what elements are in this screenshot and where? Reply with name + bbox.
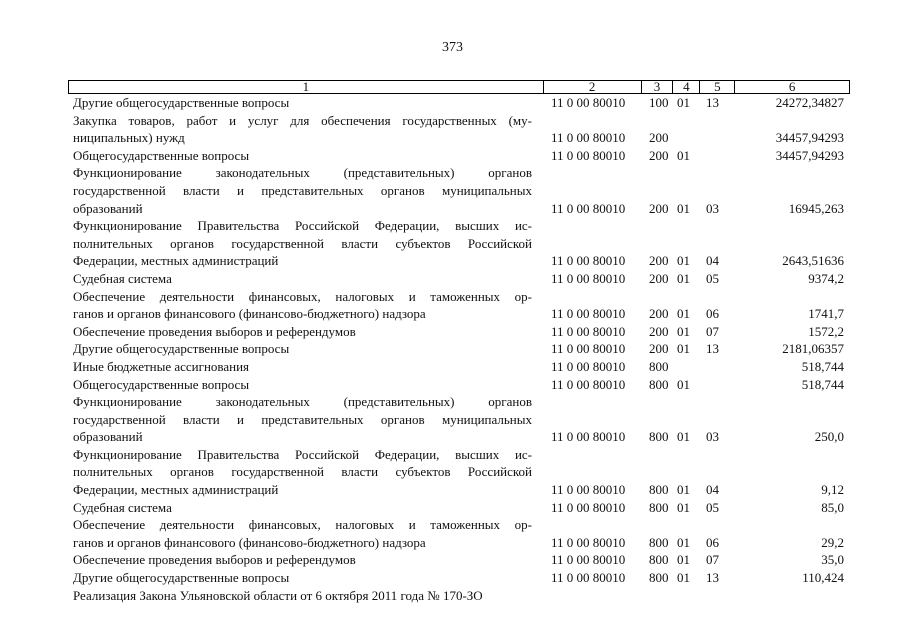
expense-type-code: 800	[649, 482, 669, 498]
table-body	[68, 94, 850, 604]
section-code: 01	[677, 270, 690, 286]
subsection-code: 06	[706, 534, 719, 550]
amount: 1572,2	[808, 323, 844, 339]
expense-type-code: 200	[649, 270, 669, 286]
subsection-code: 03	[706, 429, 719, 445]
section-code: 01	[677, 147, 690, 163]
header-col-6: 6	[788, 79, 796, 94]
expense-type-code: 800	[649, 552, 669, 568]
target-article-code: 11 0 00 80010	[551, 358, 626, 374]
row-name-line: Функционирование Правительства Российской Федерации, высших ис-	[73, 218, 532, 234]
row-name	[68, 217, 544, 270]
section-code: 01	[677, 95, 690, 110]
table-header	[68, 80, 850, 94]
amount: 2643,51636	[782, 253, 844, 269]
target-article-code: 11 0 00 80010	[551, 147, 626, 163]
table-row	[68, 358, 850, 376]
target-article-code: 11 0 00 80010	[551, 499, 626, 515]
header-col-2: 2	[544, 81, 642, 93]
expense-type-code: 200	[649, 253, 669, 269]
row-name-line: ганов и органов финансового (финансово-бюджетного) надзора	[73, 534, 426, 550]
section-code: 01	[677, 552, 690, 568]
amount: 9374,2	[808, 270, 844, 286]
row-name	[68, 164, 544, 217]
row-name	[68, 112, 544, 147]
amount: 29,2	[821, 534, 844, 550]
row-name	[68, 94, 544, 112]
amount: 518,744	[801, 376, 844, 392]
section-code: 01	[677, 200, 690, 216]
section-code	[674, 358, 701, 376]
row-name-line: Функционирование законодательных (представительных) органов	[73, 394, 532, 410]
target-article-code: 11 0 00 80010	[551, 323, 626, 339]
expense-type-code: 800	[649, 376, 669, 392]
amount: 34457,94293	[775, 147, 844, 163]
subsection-code: 03	[706, 200, 719, 216]
amount: 16945,263	[788, 200, 844, 216]
header-col-3: 3	[642, 81, 674, 93]
row-name-line: Другие общегосударственные вопросы	[73, 341, 290, 357]
row-name-line: Другие общегосударственные вопросы	[73, 95, 290, 110]
row-name	[68, 393, 544, 446]
table-row	[68, 376, 850, 394]
subsection-code	[701, 129, 736, 147]
expense-type-code: 100	[649, 95, 669, 110]
section-code: 01	[677, 253, 690, 269]
table-row	[68, 340, 850, 358]
subsection-code: 05	[706, 270, 719, 286]
amount: 2181,06357	[782, 341, 844, 357]
row-name	[68, 376, 544, 394]
section-code: 01	[677, 323, 690, 339]
expense-type-code: 200	[649, 323, 669, 339]
table-row	[68, 288, 850, 323]
row-name-line: ганов и органов финансового (финансово-бюджетного) надзора	[73, 306, 426, 322]
subsection-code: 04	[706, 482, 719, 498]
section-code: 01	[677, 429, 690, 445]
expense-type-code: 800	[649, 499, 669, 515]
row-name-line: образований	[73, 429, 143, 445]
row-name-line: Другие общегосударственные вопросы	[73, 570, 290, 586]
section-code: 01	[677, 482, 690, 498]
row-name	[68, 340, 544, 358]
subsection-code: 06	[706, 306, 719, 322]
expense-type-code: 800	[649, 570, 669, 586]
target-article-code: 11 0 00 80010	[551, 270, 626, 286]
row-name-line: Обеспечение деятельности финансовых, налоговых и таможенных ор-	[73, 288, 532, 304]
row-name-line: Федерации, местных администраций	[73, 482, 279, 498]
row-name-line: полнительных органов государственной власти субъектов Российской	[73, 464, 532, 480]
row-name-line: Федерации, местных администраций	[73, 253, 279, 269]
table-row	[68, 516, 850, 551]
section-code: 01	[677, 499, 690, 515]
row-name-line: Обеспечение проведения выборов и референдумов	[73, 552, 356, 568]
row-name-line: Общегосударственные вопросы	[73, 376, 250, 392]
expense-type-code: 200	[649, 130, 669, 146]
row-name	[68, 270, 544, 288]
table-row	[68, 587, 850, 605]
row-name-line: Обеспечение проведения выборов и референдумов	[73, 323, 356, 339]
row-name	[68, 569, 544, 587]
expense-type-code: 800	[649, 358, 669, 374]
header-col-1: 1	[69, 81, 544, 93]
row-name-line: Общегосударственные вопросы	[73, 147, 250, 163]
row-name	[68, 147, 544, 165]
row-name-line: Реализация Закона Ульяновской области от 6 октября 2011 года № 170-ЗО	[73, 587, 483, 603]
amount: 110,424	[802, 570, 844, 586]
subsection-code: 04	[706, 253, 719, 269]
table-row	[68, 323, 850, 341]
target-article-code: 11 0 00 80010	[551, 429, 626, 445]
amount: 24272,34827	[775, 95, 844, 110]
row-name-line: Функционирование Правительства Российской Федерации, высших ис-	[73, 446, 532, 462]
expense-type-code: 200	[649, 341, 669, 357]
subsection-code: 07	[706, 323, 719, 339]
table-row	[68, 217, 850, 270]
target-article-code: 11 0 00 80010	[551, 306, 626, 322]
page-number: 373	[442, 40, 463, 55]
table-row	[68, 499, 850, 517]
section-code: 01	[677, 306, 690, 322]
row-name-line: образований	[73, 200, 143, 216]
row-name	[68, 358, 544, 376]
row-name-line: Иные бюджетные ассигнования	[73, 358, 250, 374]
expense-type-code: 200	[649, 306, 669, 322]
table-row	[68, 94, 850, 112]
table-row	[68, 551, 850, 569]
amount: 34457,94293	[775, 130, 844, 146]
row-name-line: ниципальных) нужд	[73, 130, 185, 146]
target-article-code: 11 0 00 80010	[551, 341, 626, 357]
row-name-line: Функционирование законодательных (представительных) органов	[73, 165, 532, 181]
amount: 250,0	[814, 429, 844, 445]
header-col-4: 4	[673, 81, 700, 93]
amount: 9,12	[821, 482, 844, 498]
row-name-line: государственной власти и представительных органов муниципальных	[73, 411, 532, 427]
section-code: 01	[677, 376, 690, 392]
row-name-line: Обеспечение деятельности финансовых, налоговых и таможенных ор-	[73, 517, 532, 533]
target-article-code: 11 0 00 80010	[551, 253, 626, 269]
target-article-code: 11 0 00 80010	[551, 200, 626, 216]
row-name	[68, 323, 544, 341]
expense-type-code: 800	[649, 534, 669, 550]
target-article-code: 11 0 00 80010	[551, 95, 626, 110]
row-name	[68, 587, 544, 605]
subsection-code: 13	[706, 341, 719, 357]
row-name-line: Судебная система	[73, 499, 172, 515]
target-article-code: 11 0 00 80010	[551, 570, 626, 586]
header-col-5: 5	[700, 81, 735, 93]
subsection-code: 13	[706, 95, 719, 110]
subsection-code: 13	[706, 570, 719, 586]
row-name-line: государственной власти и представительных органов муниципальных	[73, 182, 532, 198]
row-name-line: полнительных органов государственной власти субъектов Российской	[73, 235, 532, 251]
section-code: 01	[677, 534, 690, 550]
subsection-code	[701, 376, 736, 394]
section-code	[674, 129, 701, 147]
table-row	[68, 270, 850, 288]
row-name-line: Судебная система	[73, 270, 172, 286]
table-row	[68, 393, 850, 446]
table-row	[68, 569, 850, 587]
amount: 1741,7	[808, 306, 844, 322]
row-name	[68, 516, 544, 551]
row-name-line: Закупка товаров, работ и услуг для обеспечения государственных (му-	[73, 112, 532, 128]
expense-type-code: 200	[649, 147, 669, 163]
row-name	[68, 446, 544, 499]
target-article-code: 11 0 00 80010	[551, 376, 626, 392]
target-article-code: 11 0 00 80010	[551, 130, 626, 146]
budget-table	[68, 80, 850, 604]
section-code: 01	[677, 341, 690, 357]
expense-type-code: 800	[649, 429, 669, 445]
table-row	[68, 147, 850, 165]
subsection-code	[701, 358, 736, 376]
subsection-code: 05	[706, 499, 719, 515]
target-article-code: 11 0 00 80010	[551, 552, 626, 568]
table-row	[68, 446, 850, 499]
row-name	[68, 288, 544, 323]
amount: 85,0	[821, 499, 844, 515]
subsection-code: 07	[706, 552, 719, 568]
target-article-code: 11 0 00 80010	[551, 482, 626, 498]
amount: 35,0	[821, 552, 844, 568]
amount: 518,744	[801, 358, 844, 374]
row-name	[68, 499, 544, 517]
table-row	[68, 112, 850, 147]
row-name	[68, 551, 544, 569]
expense-type-code: 200	[649, 200, 669, 216]
target-article-code: 11 0 00 80010	[551, 534, 626, 550]
subsection-code	[701, 147, 736, 165]
section-code: 01	[677, 570, 690, 586]
table-row	[68, 164, 850, 217]
